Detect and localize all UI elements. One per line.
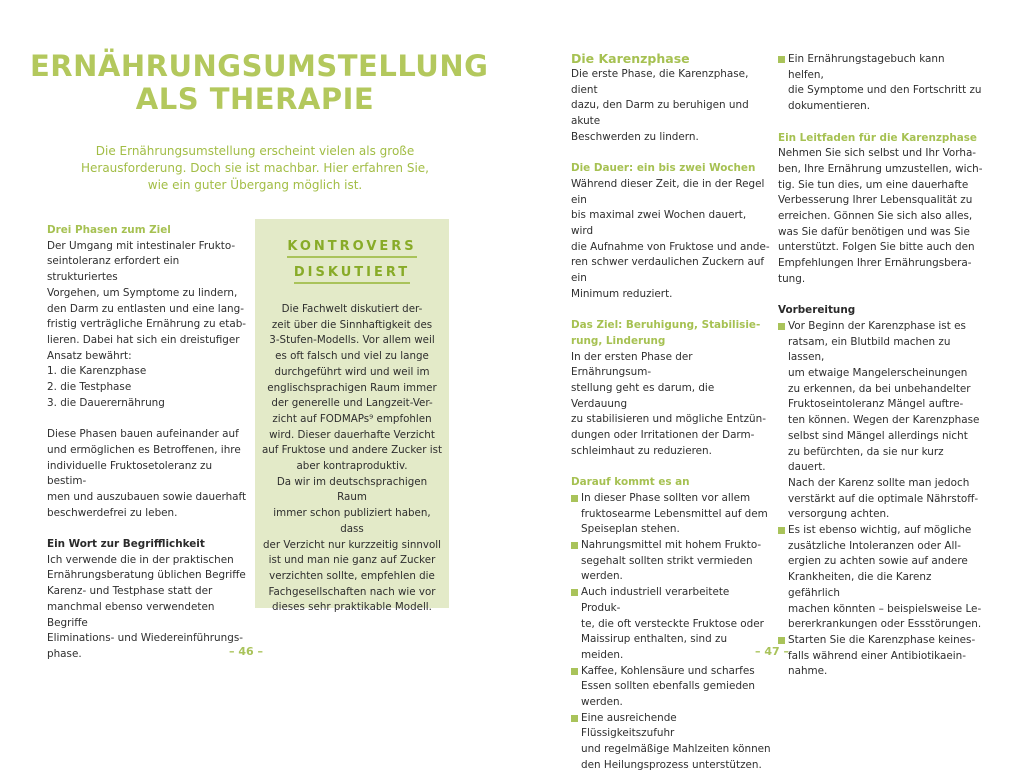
- section-heading-darauf: Darauf kommt es an: [571, 476, 690, 489]
- text-line: der Verzicht nur kurzzeitig sinnvoll: [262, 538, 442, 551]
- box-title: [255, 238, 449, 290]
- intro-line: Die Ernährungsumstellung erscheint vielen als große: [95, 144, 415, 158]
- text-line: Speiseplan stehen.: [581, 523, 680, 536]
- text-line: Starten Sie die Karenzphase keines-: [788, 633, 976, 646]
- text-line: machen könnten – beispielsweise Le-: [788, 602, 982, 615]
- text-line: dokumentieren.: [788, 100, 871, 113]
- text-line: der generelle und Langzeit-Ver-: [271, 397, 433, 410]
- box-text: [261, 302, 443, 616]
- chapter-title-line-2: ALS THERAPIE: [135, 82, 375, 116]
- right-column-1: [571, 50, 771, 774]
- text-line: fruktosearme Lebensmittel auf dem: [581, 507, 768, 520]
- text-line: individuelle Fruktosetoleranz zu bestim-: [47, 459, 213, 488]
- text-line: Karenz- und Testphase statt der: [47, 585, 213, 598]
- text-line: dungen oder Irritationen der Darm-: [571, 429, 755, 442]
- text-line: Auch industriell verarbeitete Produk-: [581, 586, 730, 614]
- text-line: tig. Sie tun dies, um eine dauerhafte: [778, 178, 969, 191]
- list-item: [571, 664, 771, 711]
- intro-text: [70, 143, 440, 194]
- text-line: englischsprachigen Raum immer: [267, 381, 437, 394]
- text-line: Ernährungsberatung üblichen Begriffe: [47, 569, 246, 582]
- page-number-left: – 46 –: [229, 645, 263, 658]
- text-line: zu erkennen, da bei unbehandelter: [788, 382, 971, 395]
- text-line: men und auszubauen sowie dauerhaft: [47, 490, 247, 503]
- text-line: Ein Ernährungstagebuch kann helfen,: [788, 53, 945, 81]
- text-line: zusätzliche Intoleranzen oder All-: [788, 539, 961, 552]
- text-line: die Symptome und den Fortschritt zu: [788, 84, 982, 97]
- list-item: [571, 585, 771, 664]
- text-line: bererkrankungen oder Essstörungen.: [788, 618, 982, 631]
- bullet-list-vorbereitung: [778, 319, 983, 680]
- text-line: stellung geht es darum, die Verdauung: [571, 382, 715, 410]
- text-line: durchgeführt wird und weil im: [274, 365, 430, 378]
- bullet-list-continued: [778, 52, 983, 115]
- text-line: und regelmäßige Mahlzeiten können: [581, 743, 771, 756]
- text-line: erreichen. Gönnen Sie sich also alles,: [778, 210, 973, 223]
- text-line: falls während einer Antibiotikaein-: [788, 649, 966, 662]
- text-line: Ansatz bewährt:: [47, 349, 132, 362]
- text-line: Eine ausreichende Flüssigkeitszufuhr: [581, 711, 677, 740]
- square-bullet-icon: [778, 323, 785, 330]
- text-line: Es ist ebenso wichtig, auf mögliche: [788, 524, 972, 537]
- text-line: manchmal ebenso verwendeten Begriffe: [47, 600, 215, 629]
- square-bullet-icon: [571, 495, 578, 502]
- square-bullet-icon: [571, 589, 578, 596]
- text-line: den Darm zu entlasten und eine lang-: [47, 302, 244, 315]
- text-line: selbst sind Mängel allerdings nicht: [788, 429, 968, 442]
- text-line: zu stabilisieren und mögliche Entzün-: [571, 413, 766, 426]
- text-line: segehalt sollten strikt vermieden: [581, 554, 753, 567]
- square-bullet-icon: [571, 668, 578, 675]
- box-title-line-1: KONTROVERS: [287, 238, 416, 258]
- text-line: was Sie dafür benötigen und was Sie: [778, 225, 970, 238]
- list-item-phase: 2. die Testphase: [47, 381, 132, 394]
- text-line: Vorgehen, um Symptome zu lindern,: [47, 286, 238, 299]
- intro-line: wie ein guter Übergang möglich ist.: [147, 178, 363, 192]
- text-line: nahme.: [788, 665, 828, 678]
- square-bullet-icon: [571, 715, 578, 722]
- text-line: Verbesserung Ihrer Lebensqualität zu: [778, 194, 973, 207]
- square-bullet-icon: [778, 637, 785, 644]
- text-line: schleimhaut zu reduzieren.: [571, 444, 712, 457]
- text-line: um etwaige Mangelerscheinungen: [788, 367, 968, 380]
- right-page: [510, 0, 1020, 771]
- text-line: tung.: [778, 272, 806, 285]
- chapter-title: [30, 49, 489, 116]
- text-line: zicht auf FODMAPs⁹ empfohlen: [272, 412, 432, 425]
- section-heading-karenzphase: Die Karenzphase: [571, 51, 690, 66]
- text-line: immer schon publiziert haben, dass: [273, 507, 431, 535]
- list-item: [778, 523, 983, 633]
- intro-line: Herausforderung. Doch sie ist machbar. Hier erfahren Sie,: [80, 161, 429, 175]
- list-item-phase: 1. die Karenzphase: [47, 365, 147, 378]
- text-line: Eliminations- und Wiedereinführungs-: [47, 632, 243, 645]
- text-line: Die Fachwelt diskutiert der-: [281, 303, 423, 315]
- text-line: den Heilungsprozess unterstützen.: [581, 758, 762, 771]
- text-line: Während dieser Zeit, die in der Regel ein: [571, 177, 765, 206]
- list-item-phase: 3. die Dauerernährung: [47, 396, 165, 409]
- text-line: Fachgesellschaften nach wie vor: [268, 585, 436, 598]
- text-line: lieren. Dabei hat sich ein dreistufiger: [47, 333, 240, 346]
- section-heading-ziel-cont: rung, Linderung: [571, 334, 666, 347]
- section-heading-begrifflichkeit: Ein Wort zur Begrifflichkeit: [47, 538, 205, 551]
- text-line: es oft falsch und viel zu lange: [275, 350, 429, 363]
- text-line: bis maximal zwei Wochen dauert, wird: [571, 209, 747, 238]
- text-line: beschwerdefrei zu leben.: [47, 506, 178, 519]
- text-line: Minimum reduziert.: [571, 287, 673, 300]
- chapter-title-line-1: ERNÄHRUNGSUMSTELLUNG: [30, 49, 489, 83]
- list-item: [778, 319, 983, 523]
- text-line: Essen sollten ebenfalls gemieden: [581, 680, 756, 693]
- bullet-list-darauf: [571, 491, 771, 774]
- text-line: dazu, den Darm zu beruhigen und akute: [571, 99, 749, 128]
- text-line: phase.: [47, 647, 82, 660]
- text-line: ten können. Wegen der Karenzphase: [788, 414, 980, 427]
- text-line: unterstützt. Folgen Sie bitte auch den: [778, 241, 975, 254]
- square-bullet-icon: [571, 542, 578, 549]
- box-title-line-2: DISKUTIERT: [294, 264, 410, 284]
- text-line: ergien zu achten sowie auf andere: [788, 555, 968, 568]
- text-line: ren schwer verdaulichen Zuckern auf ein: [571, 256, 765, 285]
- text-line: Krankheiten, die die Karenz gefährlich: [788, 571, 932, 599]
- section-heading-vorbereitung: Vorbereitung: [778, 304, 856, 317]
- text-line: zu befürchten, da sie nur kurz dauert.: [788, 445, 944, 474]
- left-column: [47, 223, 247, 663]
- text-line: seintoleranz erfordert ein strukturiertes: [47, 255, 180, 284]
- list-item: [778, 633, 983, 680]
- text-line: Kaffee, Kohlensäure und scharfes: [581, 664, 755, 677]
- square-bullet-icon: [778, 56, 785, 63]
- text-line: wird. Dieser dauerhafte Verzicht: [269, 428, 435, 441]
- text-line: ratsam, ein Blutbild machen zu lassen,: [788, 335, 951, 364]
- text-line: te, die oft versteckte Fruktose oder: [581, 617, 764, 630]
- text-line: und ermöglichen es Betroffenen, ihre: [47, 443, 241, 456]
- list-item: [571, 491, 771, 538]
- text-line: fristig verträgliche Ernährung zu etab-: [47, 318, 247, 331]
- square-bullet-icon: [778, 527, 785, 534]
- text-line: verzichten sollte, empfehlen die: [269, 569, 435, 582]
- text-line: ben, Ihre Ernährung umzustellen, wich-: [778, 162, 983, 175]
- text-line: Da wir im deutschsprachigen Raum: [276, 475, 428, 504]
- section-heading-ziel: Das Ziel: Beruhigung, Stabilisie-: [571, 319, 761, 332]
- right-column-2: [778, 52, 983, 680]
- text-line: dieses sehr praktikable Modell.: [272, 601, 432, 614]
- text-line: Maissirup enthalten, sind zu meiden.: [581, 633, 728, 661]
- text-line: aber kontraproduktiv.: [296, 460, 408, 473]
- text-line: Nahrungsmittel mit hohem Frukto-: [581, 539, 762, 552]
- text-line: In dieser Phase sollten vor allem: [581, 491, 751, 504]
- text-line: Nehmen Sie sich selbst und Ihr Vorha-: [778, 147, 977, 160]
- section-heading-dauer: Die Dauer: ein bis zwei Wochen: [571, 162, 756, 175]
- left-page: [0, 0, 510, 690]
- text-line: Nach der Karenz sollte man jedoch: [788, 476, 970, 489]
- text-line: Empfehlungen Ihrer Ernährungsbera-: [778, 257, 972, 270]
- text-line: Ich verwende die in der praktischen: [47, 553, 234, 566]
- text-line: 3-Stufen-Modells. Vor allem weil: [269, 334, 435, 347]
- text-line: werden.: [581, 570, 623, 583]
- text-line: zeit über die Sinnhaftigkeit des: [271, 318, 433, 331]
- text-line: versorgung achten.: [788, 508, 890, 521]
- text-line: Der Umgang mit intestinaler Frukto-: [47, 239, 236, 252]
- text-line: Diese Phasen bauen aufeinander auf: [47, 428, 239, 441]
- list-item: [778, 52, 983, 115]
- text-line: die Aufnahme von Fruktose und ande-: [571, 240, 770, 253]
- page-number-right: – 47 –: [755, 645, 789, 658]
- text-line: Beschwerden zu lindern.: [571, 130, 699, 143]
- text-line: verstärkt auf die optimale Nährstoff-: [788, 492, 979, 505]
- text-line: Die erste Phase, die Karenzphase, dient: [571, 68, 749, 96]
- list-item: [571, 538, 771, 585]
- text-line: In der ersten Phase der Ernährungsum-: [571, 350, 693, 379]
- text-line: ist und man nie ganz auf Zucker: [268, 554, 436, 567]
- section-heading-drei-phasen: Drei Phasen zum Ziel: [47, 224, 171, 236]
- list-item: [571, 711, 771, 774]
- section-heading-leitfaden: Ein Leitfaden für die Karenzphase: [778, 131, 977, 144]
- sidebar-box-kontrovers: [255, 219, 449, 614]
- text-line: werden.: [581, 696, 623, 709]
- text-line: Fruktoseintoleranz Mängel auftre-: [788, 398, 964, 411]
- text-line: Vor Beginn der Karenzphase ist es: [788, 319, 966, 332]
- text-line: auf Fruktose und andere Zucker ist: [261, 444, 443, 457]
